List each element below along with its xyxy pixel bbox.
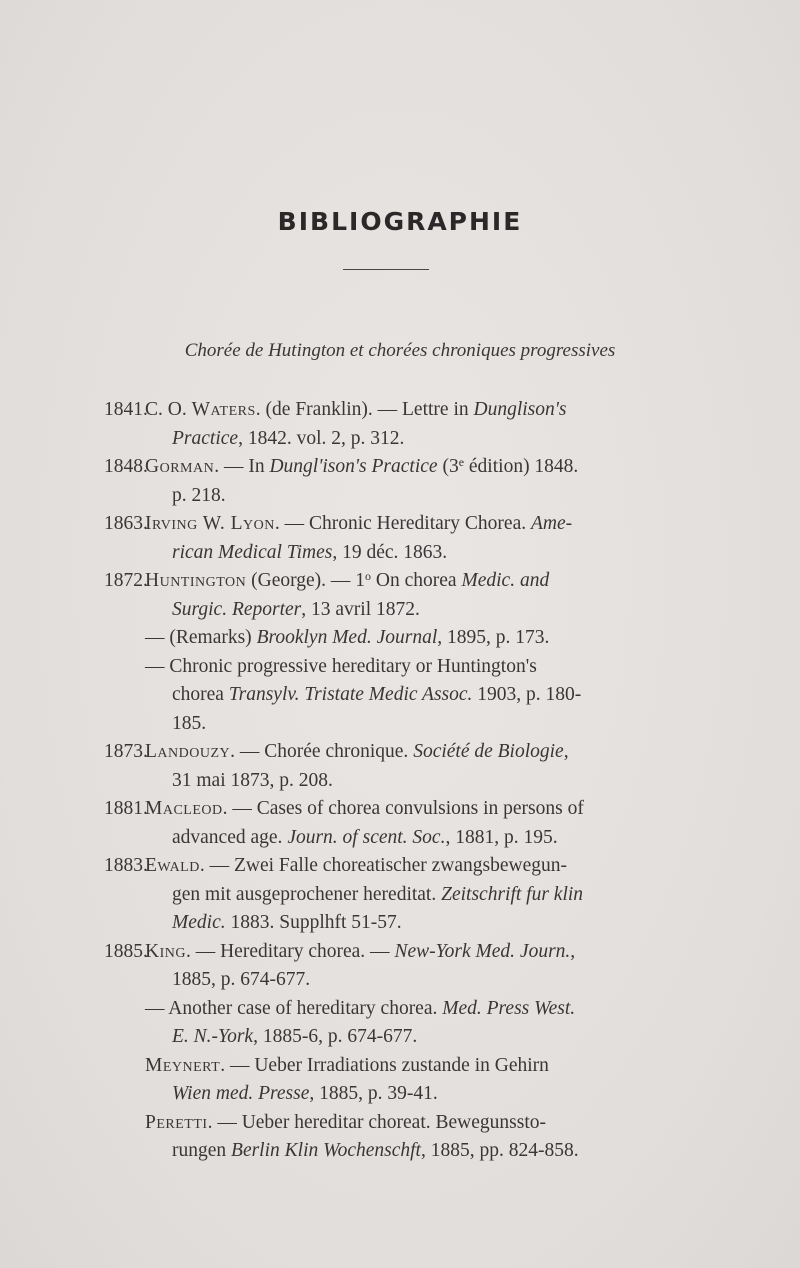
entry-segment: , 1885-6, p. 674-677. — [253, 1026, 418, 1047]
entry-segment: — Another case of hereditary chorea. — [145, 997, 443, 1019]
entry-line — [145, 1080, 700, 1109]
entry-line — [145, 1052, 700, 1081]
entry-year: 1848. — [104, 456, 148, 477]
bibliography-list — [0, 396, 800, 1166]
entry-segment: . — Chorée chronique. — [230, 741, 414, 762]
publication-title: Dungl'ison's Practice — [269, 456, 438, 477]
publication-title: Berlin Klin Wochenschft — [231, 1140, 421, 1161]
entry-segment: On chorea — [371, 570, 462, 591]
author-name: Waters — [191, 399, 256, 420]
publication-title: Surgic. Reporter — [172, 598, 302, 620]
entry-segment: 31 mai 1873, p. 208. — [172, 769, 333, 791]
author-name: Gorman — [145, 456, 215, 477]
entry-line — [145, 738, 700, 767]
bibliography-entry — [0, 567, 800, 738]
entry-line — [145, 995, 700, 1024]
entry-segment: , 19 déc. 1863. — [332, 541, 448, 563]
entry-text — [145, 738, 700, 795]
entry-line — [145, 795, 700, 824]
entry-line — [145, 567, 700, 596]
publication-title: Medic. — [172, 912, 226, 933]
entry-segment: 1885, p. 674-677. — [172, 969, 311, 990]
entry-segment: , 1885, pp. 824-858. — [420, 1140, 579, 1161]
author-name: King — [145, 940, 186, 962]
entry-line — [145, 1137, 700, 1166]
bibliography-entry — [0, 852, 800, 938]
publication-title: E. N.-York — [172, 1026, 254, 1047]
entry-year: 1841. — [104, 399, 148, 420]
entry-line — [145, 881, 700, 910]
entry-segment: 1883. Supplhft 51-57. — [225, 912, 402, 933]
publication-title: New-York Med. Journ., — [394, 940, 576, 962]
entry-line — [145, 710, 700, 739]
entry-segment: , 13 avril 1872. — [301, 598, 420, 620]
entry-segment: . — Ueber hereditar choreat. Bewegunssto- — [207, 1111, 546, 1133]
bibliography-entry — [0, 938, 800, 1166]
publication-title: Transylv. Tristate Medic Assoc. — [228, 684, 473, 705]
bibliography-entry — [0, 396, 800, 453]
entry-segment: p. 218. — [172, 484, 226, 506]
entry-segment: 1903, p. 180- — [472, 684, 582, 705]
publication-title: Dunglison's — [473, 399, 567, 420]
author-name: Meynert — [145, 1054, 221, 1076]
entry-line — [145, 510, 700, 539]
entry-line — [145, 453, 700, 482]
entry-text — [145, 396, 700, 453]
entry-line — [145, 482, 700, 511]
entry-line — [145, 824, 700, 853]
entry-segment: . — Zwei Falle choreatischer zwangsbewegun- — [199, 855, 567, 876]
entry-text — [145, 510, 700, 567]
entry-segment: — Chronic progressive hereditary or Huntington's — [145, 655, 537, 677]
entry-text — [145, 795, 700, 852]
entry-year: 1881. — [104, 798, 148, 819]
entry-segment: , 1895, p. 173. — [437, 627, 550, 648]
entry-text — [145, 938, 700, 1166]
entry-segment: . — In — [214, 456, 270, 477]
entry-segment: . — Hereditary chorea. — — [185, 940, 395, 962]
page-title: BIBLIOGRAPHIE — [277, 207, 523, 236]
bibliography-entry — [0, 510, 800, 567]
entry-line — [145, 909, 700, 938]
entry-text — [145, 852, 700, 938]
entry-line — [145, 1109, 700, 1138]
entry-line — [145, 852, 700, 881]
author-name: Huntington — [145, 570, 247, 591]
entry-line — [145, 596, 700, 625]
entry-segment: e — [458, 455, 465, 469]
entry-segment: C. O. — [145, 399, 192, 420]
author-name: Ewald — [145, 855, 200, 876]
publication-title: Practice — [172, 427, 239, 449]
entry-segment: , 1885, p. 39-41. — [309, 1083, 438, 1104]
entry-text — [145, 567, 700, 738]
entry-segment: rungen — [172, 1140, 232, 1161]
section-subtitle: Chorée de Hutington et chorées chroniques progressives — [184, 340, 616, 361]
entry-segment: , 1881, p. 195. — [445, 826, 558, 848]
entry-line — [145, 966, 700, 995]
entry-line — [145, 938, 700, 967]
entry-segment: . (de Franklin). — Lettre in — [255, 399, 474, 420]
entry-line — [145, 1023, 700, 1052]
entry-segment: . — Chronic Hereditary Chorea. — [274, 513, 531, 534]
entry-segment: advanced age. — [172, 826, 288, 848]
publication-title: Med. Press West. — [442, 997, 576, 1019]
entry-segment: chorea — [172, 684, 229, 705]
publication-title: Société de Biologie, — [413, 741, 569, 762]
bibliography-entry — [0, 795, 800, 852]
entry-segment: — (Remarks) — [145, 627, 257, 648]
author-name: Landouzy — [145, 741, 231, 762]
entry-line — [145, 539, 700, 568]
author-name: Irving W. Lyon — [145, 513, 275, 534]
bibliography-entry — [0, 738, 800, 795]
entry-line — [145, 767, 700, 796]
entry-segment: gen mit ausgeprochener hereditat. — [172, 883, 442, 905]
publication-title: Journ. of scent. Soc. — [287, 826, 446, 848]
entry-segment: o — [365, 569, 372, 583]
entry-line — [145, 425, 700, 454]
entry-segment: . — Ueber Irradiations zustande in Gehirn — [220, 1054, 549, 1076]
entry-year: 1885. — [104, 940, 148, 962]
entry-line — [145, 396, 700, 425]
publication-title: Wien med. Presse — [172, 1083, 310, 1104]
title-rule — [343, 269, 429, 270]
publication-title: rican Medical Times — [172, 541, 333, 563]
author-name: Peretti — [145, 1111, 208, 1133]
entry-text — [145, 453, 700, 510]
entry-year: 1863. — [104, 513, 148, 534]
bibliography-entry — [0, 453, 800, 510]
entry-segment: (3 — [437, 456, 459, 477]
entry-line — [145, 681, 700, 710]
publication-title: Brooklyn Med. Journal — [256, 627, 438, 648]
author-name: Macleod — [145, 798, 223, 819]
entry-line — [145, 624, 700, 653]
entry-segment: , 1842. vol. 2, p. 312. — [238, 427, 405, 449]
publication-title: Zeitschrift fur klin — [441, 883, 584, 905]
publication-title: Ame- — [530, 513, 573, 534]
entry-year: 1883. — [104, 855, 148, 876]
entry-line — [145, 653, 700, 682]
entry-segment: . — Cases of chorea convulsions in persons of — [222, 798, 584, 819]
entry-year: 1873. — [104, 741, 148, 762]
entry-segment: (George). — 1 — [246, 570, 366, 591]
entry-year: 1872. — [104, 570, 148, 591]
entry-segment: édition) 1848. — [464, 456, 579, 477]
entry-segment: 185. — [172, 712, 207, 734]
publication-title: Medic. and — [461, 570, 550, 591]
